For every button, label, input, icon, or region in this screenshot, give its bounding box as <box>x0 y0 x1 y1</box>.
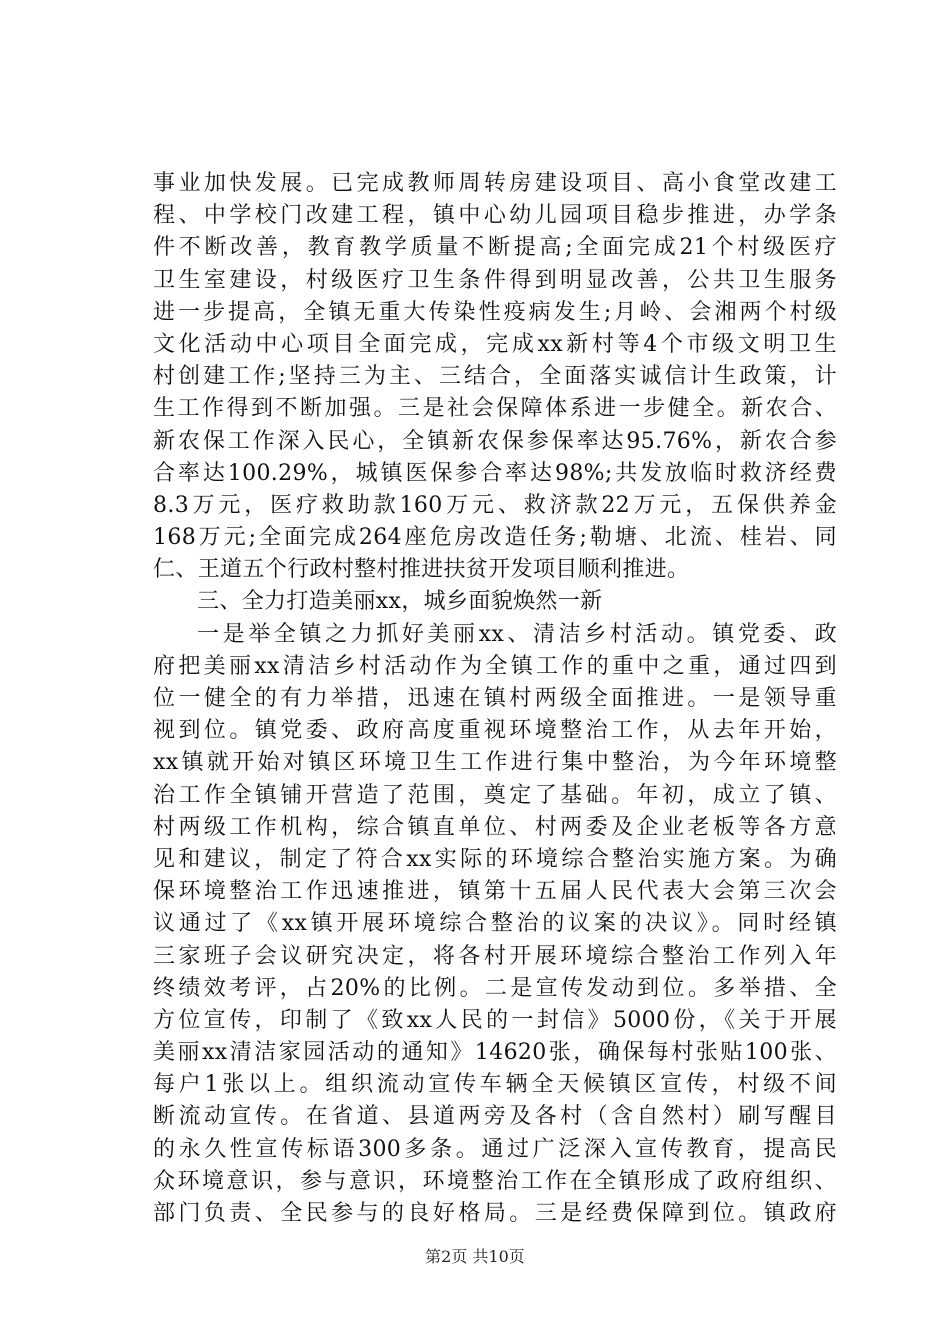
text-line: 程、中学校门改建工程，镇中心幼儿园项目稳步推进，办学条 <box>153 203 837 229</box>
text-line: 三家班子会议研究决定，将各村开展环境综合整治工作列入年 <box>153 943 837 969</box>
text-line: 8.3万元，医疗救助款160万元、救济款22万元，五保供养金 <box>153 492 837 518</box>
text-line: 仁、王道五个行政村整村推进扶贫开发项目顺利推进。 <box>153 557 690 583</box>
text-line: 部门负责、全民参与的良好格局。三是经费保障到位。镇政府 <box>153 1201 837 1226</box>
text-line: 终绩效考评，占20%的比例。二是宣传发动到位。多举措、全 <box>153 975 837 1001</box>
text-line: 168万元;全面完成264座危房改造任务;勒塘、北流、桂岩、同 <box>153 525 837 551</box>
text-line: 保环境整治工作迅速推进，镇第十五届人民代表大会第三次会 <box>153 879 837 905</box>
page-number-label: 第2页 共10页 <box>425 1247 525 1266</box>
text-line: 视到位。镇党委、政府高度重视环境整治工作，从去年开始， <box>153 718 837 744</box>
text-line: 进一步提高，全镇无重大传染性疫病发生;月岭、会湘两个村级 <box>153 299 837 325</box>
text-line: 新农保工作深入民心，全镇新农保参保率达95.76%，新农合参 <box>153 428 837 454</box>
text-line: 每户1张以上。组织流动宣传车辆全天候镇区宣传，村级不间 <box>153 1072 837 1098</box>
text-line: 村两级工作机构，综合镇直单位、村两委及企业老板等各方意 <box>153 814 837 840</box>
text-line: 方位宣传，印制了《致xx人民的一封信》5000份，《关于开展 <box>153 1007 837 1033</box>
text-line: 三、全力打造美丽xx，城乡面貌焕然一新 <box>197 589 603 615</box>
text-line: 众环境意识，参与意识，环境整治工作在全镇形成了政府组织、 <box>153 1168 837 1194</box>
text-line: 位一健全的有力举措，迅速在镇村两级全面推进。一是领导重 <box>153 686 837 711</box>
text-line: 府把美丽xx清洁乡村活动作为全镇工作的重中之重，通过四到 <box>153 653 837 679</box>
text-line: 事业加快发展。已完成教师周转房建设项目、高小食堂改建工 <box>153 171 837 196</box>
document-body <box>153 168 837 1230</box>
text-line: xx镇就开始对镇区环境卫生工作进行集中整治，为今年环境整 <box>153 750 837 776</box>
text-line: 合率达100.29%，城镇医保参合率达98%;共发放临时救济经费 <box>153 460 837 486</box>
text-line: 治工作全镇铺开营造了范围，奠定了基础。年初，成立了镇、 <box>153 782 837 808</box>
text-line: 见和建议，制定了符合xx实际的环境综合整治实施方案。为确 <box>153 846 837 872</box>
page-footer <box>0 1244 950 1267</box>
text-line: 件不断改善，教育教学质量不断提高;全面完成21个村级医疗 <box>153 235 837 261</box>
text-line: 文化活动中心项目全面完成，完成xx新村等4个市级文明卫生 <box>153 331 837 357</box>
text-line: 一是举全镇之力抓好美丽xx、清洁乡村活动。镇党委、政 <box>197 621 837 647</box>
text-line: 议通过了《xx镇开展环境综合整治的议案的决议》。同时经镇 <box>153 911 837 937</box>
text-line: 生工作得到不断加强。三是社会保障体系进一步健全。新农合、 <box>153 396 837 422</box>
text-line: 村创建工作;坚持三为主、三结合，全面落实诚信计生政策，计 <box>153 364 837 390</box>
text-line: 的永久性宣传标语300多条。通过广泛深入宣传教育，提高民 <box>153 1136 837 1162</box>
text-line: 断流动宣传。在省道、县道两旁及各村（含自然村）刷写醒目 <box>153 1104 837 1130</box>
text-line: 美丽xx清洁家园活动的通知》14620张，确保每村张贴100张、 <box>153 1040 837 1066</box>
text-line: 卫生室建设，村级医疗卫生条件得到明显改善，公共卫生服务 <box>153 267 837 293</box>
